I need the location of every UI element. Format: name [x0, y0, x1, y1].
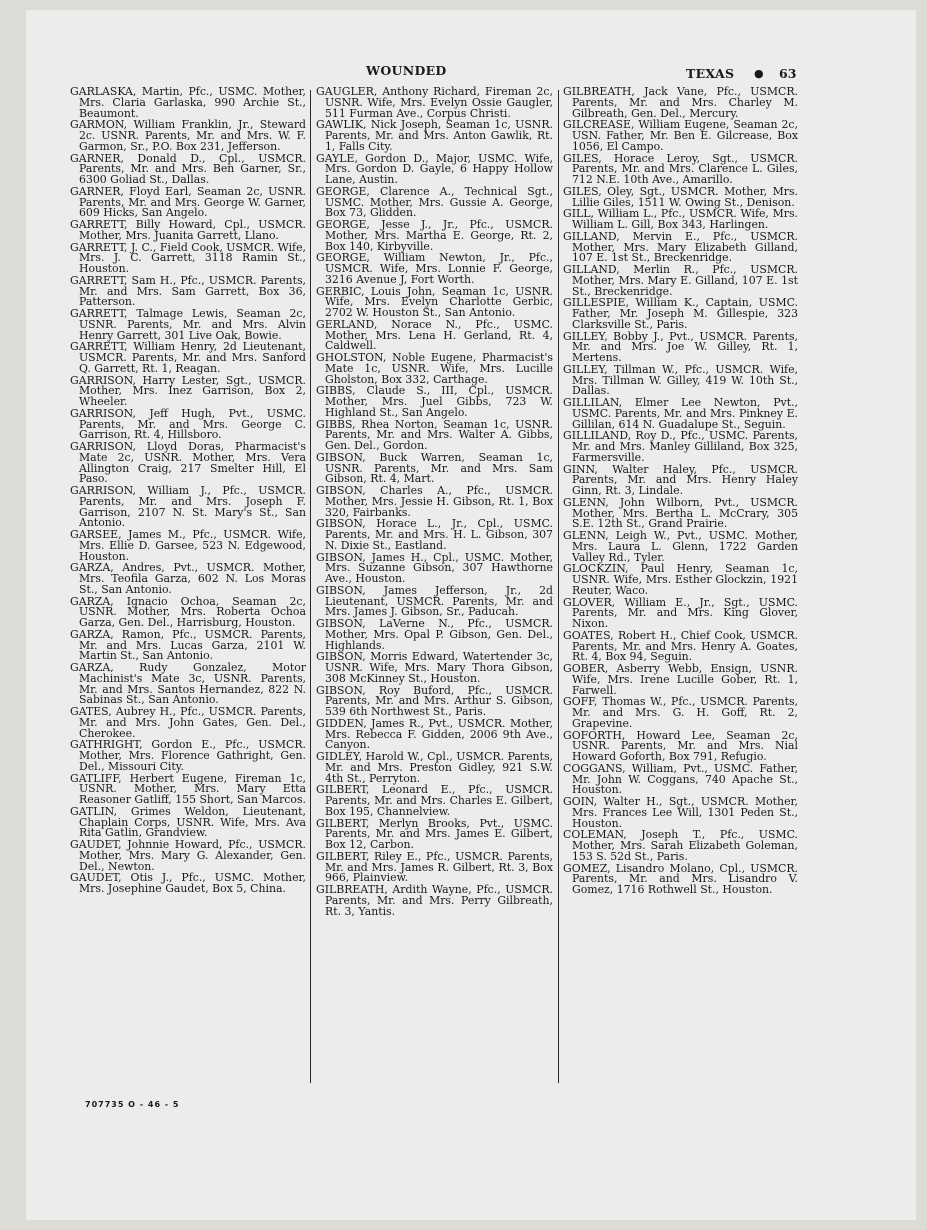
casualty-entry: GLOCKZIN, Paul Henry, Seaman 1c, USNR. Wife, Mrs. Esther Glockzin, 1921 Reuter, Waco.	[563, 562, 798, 597]
casualty-entry: GARZA, Andres, Pvt., USMCR. Mother, Mrs. Teofila Garza, 602 N. Los Moras St., San Antonio.	[70, 561, 306, 596]
casualty-entry: GILLESPIE, William K., Captain, USMC. Father, Mr. Joseph M. Gillespie, 323 Clarksville St., Paris.	[563, 296, 798, 331]
casualty-entry: GARRETT, Talmage Lewis, Seaman 2c, USNR. Parents, Mr. and Mrs. Alvin Henry Garrett, 301 Live Oak, Bowie.	[70, 307, 306, 342]
casualty-entry: GARNER, Donald D., Cpl., USMCR. Parents, Mr. and Mrs. Ben Garner, Sr., 6300 Goliad St., Dallas.	[70, 151, 306, 186]
casualty-entry: GATLIFF, Herbert Eugene, Fireman 1c, USNR. Mother, Mrs. Mary Etta Reasoner Gatliff, 155 Short, San Marcos.	[70, 771, 306, 806]
casualty-entry: GILBERT, Leonard E., Pfc., USMCR. Parents, Mr. and Mrs. Charles E. Gilbert, Box 195, Channelview.	[316, 783, 553, 818]
casualty-entry: GIBSON, Roy Buford, Pfc., USMCR. Parents, Mr. and Mrs. Arthur S. Gibson, 539 6th Northwest St., Paris.	[316, 683, 553, 718]
casualty-entry: GATHRIGHT, Gordon E., Pfc., USMCR. Mother, Mrs. Florence Gathright, Gen. Del., Missouri City.	[70, 738, 306, 773]
casualty-entry: GATLIN, Grimes Weldon, Lieutenant, Chaplain Corps, USNR. Wife, Mrs. Ava Rita Gatlin, Grandview.	[70, 804, 306, 840]
casualty-entry: GLENN, Leigh W., Pvt., USMC. Mother, Mrs. Laura L. Glenn, 1722 Garden Valley Rd., Tyler.	[563, 529, 798, 564]
casualty-entry: GILLAND, Merlin R., Pfc., USMCR. Mother, Mrs. Mary E. Gilland, 107 E. 1st St., Breckenridge.	[563, 263, 798, 298]
casualty-entry: GIBSON, Morris Edward, Watertender 3c, USNR. Wife, Mrs. Mary Thora Gibson, 308 McKinney St., Houston.	[316, 650, 553, 685]
casualty-entry: GARRISON, William J., Pfc., USMCR. Parents, Mr. and Mrs. Joseph F. Garrison, 2107 N. St. Mary's St., San Antonio.	[70, 484, 306, 530]
casualty-entry: GARRETT, Sam H., Pfc., USMCR. Parents, Mr. and Mrs. Sam Garrett, Box 36, Patterson.	[70, 273, 306, 309]
casualty-entry: GERLAND, Norace N., Pfc., USMC. Mother, Mrs. Lena H. Gerland, Rt. 4, Caldwell.	[316, 317, 553, 353]
casualty-entry: GIBBS, Rhea Norton, Seaman 1c, USNR. Parents, Mr. and Mrs. Walter A. Gibbs, Gen. Del., Gordon.	[316, 417, 553, 452]
casualty-entry: GOIN, Walter H., Sgt., USMCR. Mother, Mrs. Frances Lee Will, 1301 Peden St., Houston.	[563, 795, 798, 830]
casualty-entry: GARRISON, Lloyd Doras, Pharmacist's Mate 2c, USNR. Mother, Mrs. Vera Allington Craig, 217 Smelter Hill, El Paso.	[70, 440, 306, 486]
column-2	[316, 87, 553, 918]
casualty-entry: GOFF, Thomas W., Pfc., USMCR. Parents, Mr. and Mrs. G. H. Goff, Rt. 2, Grapevine.	[563, 695, 798, 730]
casualty-entry: GHOLSTON, Noble Eugene, Pharmacist's Mate 1c, USNR. Wife, Mrs. Lucille Gholston, Box 332, Carthage.	[316, 351, 553, 386]
casualty-entry: GIBSON, James Jefferson, Jr., 2d Lieutenant, USMCR. Parents, Mr. and Mrs. James J. Gibson, Sr., Paducah.	[316, 583, 553, 619]
casualty-entry: GEORGE, Clarence A., Technical Sgt., USMC. Mother, Mrs. Gussie A. George, Box 73, Glidden.	[316, 184, 553, 220]
casualty-entry: GILBREATH, Ardith Wayne, Pfc., USMCR. Parents, Mr. and Mrs. Perry Gilbreath, Rt. 3, Yantis.	[316, 883, 553, 918]
casualty-entry: GILLILAN, Elmer Lee Newton, Pvt., USMC. Parents, Mr. and Mrs. Pinkney E. Gillilan, 614 N. Guadalupe St., Seguin.	[563, 396, 798, 431]
casualty-entry: GILBERT, Merlyn Brooks, Pvt., USMC. Parents, Mr. and Mrs. James E. Gilbert, Box 12, Carbon.	[316, 816, 553, 851]
casualty-entry: GILBERT, Riley E., Pfc., USMCR. Parents, Mr. and Mrs. James R. Gilbert, Rt. 3, Box 966, Plainview.	[316, 849, 553, 885]
casualty-entry: GOFORTH, Howard Lee, Seaman 2c, USNR. Parents, Mr. and Mrs. Nial Howard Goforth, Box 791, Refugio.	[563, 728, 798, 763]
casualty-entry: GARRETT, J. C., Field Cook, USMCR. Wife, Mrs. J. C. Garrett, 3118 Ramin St., Houston.	[70, 240, 306, 275]
casualty-entry: GILL, William L., Pfc., USMCR. Wife, Mrs. William L. Gill, Box 343, Harlingen.	[563, 207, 798, 231]
casualty-entry: GIBSON, Buck Warren, Seaman 1c, USNR. Parents, Mr. and Mrs. Sam Gibson, Rt. 4, Mart.	[316, 450, 553, 486]
bullet-separator: ●	[754, 67, 764, 80]
casualty-entry: GIBSON, James H., Cpl., USMC. Mother, Mrs. Suzanne Gibson, 307 Hawthorne Ave., Houston.	[316, 550, 553, 585]
casualty-entry: GEORGE, William Newton, Jr., Pfc., USMCR. Wife, Mrs. Lonnie F. George, 3216 Avenue J, Fort Worth.	[316, 251, 553, 286]
casualty-entry: GLOVER, William E., Jr., Sgt., USMC. Parents, Mr. and Mrs. King Glover, Nixon.	[563, 595, 798, 630]
column-1	[70, 87, 306, 896]
column-divider	[310, 90, 311, 1083]
casualty-entry: GEORGE, Jesse J., Jr., Pfc., USMCR. Mother, Mrs. Martha E. George, Rt. 2, Box 140, Kirbyville.	[316, 218, 553, 253]
print-code: 707735 O - 46 - 5	[85, 1100, 180, 1109]
casualty-entry: GARZA, Ramon, Pfc., USMCR. Parents, Mr. and Mrs. Lucas Garza, 2101 W. Martin St., San Antonio.	[70, 627, 306, 663]
casualty-entry: GAYLE, Gordon D., Major, USMC. Wife, Mrs. Gordon D. Gayle, 6 Happy Hollow Lane, Austin.	[316, 151, 553, 186]
casualty-entry: GAUGLER, Anthony Richard, Fireman 2c, USNR. Wife, Mrs. Evelyn Ossie Gaugler, 511 Furman Ave., Corpus Christi.	[316, 85, 553, 120]
casualty-entry: GIBSON, LaVerne N., Pfc., USMCR. Mother, Mrs. Opal P. Gibson, Gen. Del., Highlands.	[316, 617, 553, 652]
casualty-entry: GLENN, John Wilborn, Pvt., USMCR. Mother, Mrs. Bertha L. McCrary, 305 S.E. 12th St., Grand Prairie.	[563, 495, 798, 531]
column-divider	[558, 90, 559, 1083]
casualty-entry: GIBSON, Horace L., Jr., Cpl., USMC. Parents, Mr. and Mrs. H. L. Gibson, 307 N. Dixie St., Eastland.	[316, 517, 553, 552]
casualty-entry: COGGANS, William, Pvt., USMC. Father, Mr. John W. Coggans, 740 Apache St., Houston.	[563, 761, 798, 797]
casualty-entry: GARRETT, William Henry, 2d Lieutenant, USMCR. Parents, Mr. and Mrs. Sanford Q. Garrett, Rt. 1, Reagan.	[70, 340, 306, 375]
casualty-entry: GILLILAND, Roy D., Pfc., USMC. Parents, Mr. and Mrs. Manley Gilliland, Box 325, Farmersville.	[563, 429, 798, 464]
casualty-entry: GILLEY, Tillman W., Pfc., USMCR. Wife, Mrs. Tillman W. Gilley, 419 W. 10th St., Dallas.	[563, 362, 798, 398]
casualty-entry: GILBREATH, Jack Vane, Pfc., USMCR. Parents, Mr. and Mrs. Charley M. Gilbreath, Gen. Del., Mercury.	[563, 85, 798, 120]
casualty-entry: GILES, Oley, Sgt., USMCR. Mother, Mrs. Lillie Giles, 1511 W. Owing St., Denison.	[563, 184, 798, 209]
casualty-entry: GIDDEN, James R., Pvt., USMCR. Mother, Mrs. Rebecca F. Gidden, 2006 9th Ave., Canyon.	[316, 716, 553, 752]
state-heading: TEXAS	[686, 66, 735, 81]
casualty-entry: GARLASKA, Martin, Pfc., USMC. Mother, Mrs. Claria Garlaska, 990 Archie St., Beaumont.	[70, 85, 306, 120]
casualty-entry: GARZA, Rudy Gonzalez, Motor Machinist's Mate 3c, USNR. Parents, Mr. and Mrs. Santos Hernandez, 822 N. Sabinas St., San Antonio.	[70, 661, 306, 707]
casualty-entry: GARMON, William Franklin, Jr., Steward 2c. USNR. Parents, Mr. and Mrs. W. F. Garmon, Sr., P.O. Box 231, Jefferson.	[70, 118, 306, 153]
casualty-entry: GARSEE, James M., Pfc., USMCR. Wife, Mrs. Ellie D. Garsee, 523 N. Edgewood, Houston.	[70, 528, 306, 563]
casualty-entry: GARRISON, Harry Lester, Sgt., USMCR. Mother, Mrs. Inez Garrison, Box 2, Wheeler.	[70, 373, 306, 408]
casualty-entry: GILLAND, Mervin E., Pfc., USMCR. Mother, Mrs. Mary Elizabeth Gilland, 107 E. 1st St., Breckenridge.	[563, 229, 798, 265]
page-title: WOUNDED	[366, 63, 447, 78]
casualty-entry: GARRISON, Jeff Hugh, Pvt., USMC. Parents, Mr. and Mrs. George C. Garrison, Rt. 4, Hillsboro.	[70, 406, 306, 442]
casualty-entry: GINN, Walter Haley, Pfc., USMCR. Parents, Mr. and Mrs. Henry Haley Ginn, Rt. 3, Lindale.	[563, 462, 798, 497]
casualty-entry: GAUDET, Otis J., Pfc., USMC. Mother, Mrs. Josephine Gaudet, Box 5, China.	[70, 871, 306, 895]
casualty-entry: GATES, Aubrey H., Pfc., USMCR. Parents, Mr. and Mrs. John Gates, Gen. Del., Cherokee.	[70, 705, 306, 740]
casualty-entry: GILES, Horace Leroy, Sgt., USMCR. Parents, Mr. and Mrs. Clarence L. Giles, 712 N.E. 10th Ave., Amarillo.	[563, 151, 798, 186]
page-number: 63	[779, 66, 797, 81]
casualty-entry: GOMEZ, Lisandro Molano, Cpl., USMCR. Parents, Mr. and Mrs. Lisandro V. Gomez, 1716 Rothwell St., Houston.	[563, 861, 798, 896]
casualty-entry: GILCREASE, William Eugene, Seaman 2c, USN. Father, Mr. Ben E. Gilcrease, Box 1056, El Campo.	[563, 118, 798, 153]
casualty-entry: GARRETT, Billy Howard, Cpl., USMCR. Mother, Mrs. Juanita Garrett, Llano.	[70, 218, 306, 242]
column-3	[563, 87, 798, 897]
casualty-entry: GILLEY, Bobby J., Pvt., USMCR. Parents, Mr. and Mrs. Joe W. Gilley, Rt. 1, Mertens.	[563, 329, 798, 364]
casualty-entry: GIDLEY, Harold W., Cpl., USMCR. Parents, Mr. and Mrs. Preston Gidley, 921 S.W. 4th St., Perryton.	[316, 750, 553, 785]
casualty-entry: GAWLIK, Nick Joseph, Seaman 1c, USNR. Parents, Mr. and Mrs. Anton Gawlik, Rt. 1, Falls City.	[316, 118, 553, 153]
casualty-entry: GAUDET, Johnnie Howard, Pfc., USMCR. Mother, Mrs. Mary G. Alexander, Gen. Del., Newton.	[70, 838, 306, 873]
casualty-entry: GARZA, Ignacio Ochoa, Seaman 2c, USNR. Mother, Mrs. Roberta Ochoa Garza, Gen. Del., Harrisburg, Houston.	[70, 594, 306, 629]
casualty-entry: GARNER, Floyd Earl, Seaman 2c, USNR. Parents, Mr. and Mrs. George W. Garner, 609 Hicks, San Angelo.	[70, 184, 306, 220]
casualty-entry: GOBER, Asberry Webb, Ensign, USNR. Wife, Mrs. Irene Lucille Gober, Rt. 1, Farwell.	[563, 662, 798, 697]
casualty-entry: GERBIC, Louis John, Seaman 1c, USNR. Wife, Mrs. Evelyn Charlotte Gerbic, 2702 W. Houston St., San Antonio.	[316, 284, 553, 319]
casualty-entry: GOATES, Robert H., Chief Cook, USMCR. Parents, Mr. and Mrs. Henry A. Goates, Rt. 4, Box 94, Seguin.	[563, 628, 798, 664]
casualty-entry: COLEMAN, Joseph T., Pfc., USMC. Mother, Mrs. Sarah Elizabeth Goleman, 153 S. 52d St., Paris.	[563, 828, 798, 863]
casualty-entry: GIBBS, Claude S., III, Cpl., USMCR. Mother, Mrs. Juel Gibbs, 723 W. Highland St., San Angelo.	[316, 384, 553, 419]
casualty-entry: GIBSON, Charles A., Pfc., USMCR. Mother, Mrs. Jessie H. Gibson, Rt. 1, Box 320, Fairbanks.	[316, 484, 553, 519]
